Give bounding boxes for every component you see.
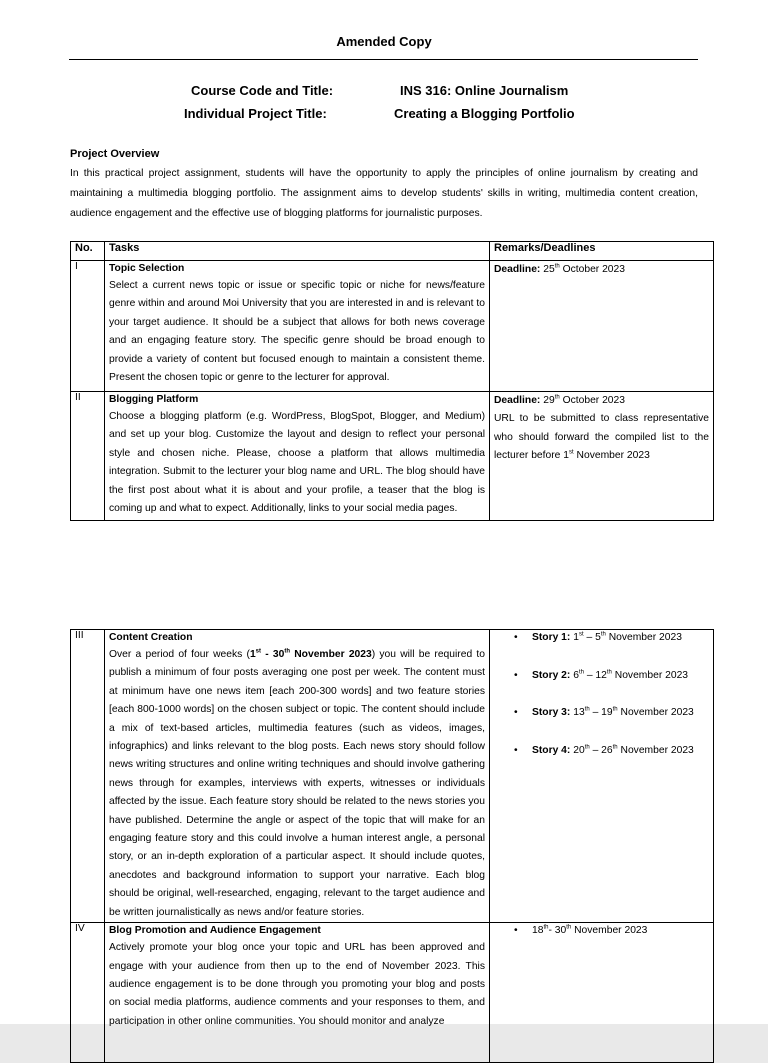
deadline-suffix: th [554, 263, 560, 270]
deadline-day: 29 [543, 395, 555, 406]
list-item: • Story 4: 20th – 26th November 2023 [532, 732, 709, 770]
overview-heading: Project Overview [70, 148, 160, 160]
task-description: Actively promote your blog once your topic and URL has been approved and engage with your audience from then up to the end of November 2023. This audience engagement is to be done through you promoting your blog and posts on social media platforms, audience comments and your responses to them, and participation in other online communities. You should monitor and analyze [109, 942, 485, 1027]
table-row [71, 630, 714, 923]
task-cell [105, 630, 490, 923]
row-number: I [71, 261, 105, 392]
list-item: • Story 3: 13th – 19th November 2023 [532, 694, 709, 732]
story-schedule-list [494, 619, 709, 769]
course-code-value: INS 316: Online Journalism [400, 83, 569, 98]
tasks-table-page2 [70, 629, 714, 1063]
remarks-cell [490, 392, 714, 521]
list-item: • Story 2: 6th – 12th November 2023 [532, 657, 709, 695]
remarks-cell [490, 630, 714, 923]
deadline-label: Deadline: [494, 264, 541, 275]
list-item: • 18th- 30th November 2023 [532, 923, 709, 939]
task-title: Blog Promotion and Audience Engagement [109, 925, 321, 937]
task-title: Content Creation [109, 632, 193, 643]
table-row [71, 261, 714, 392]
task-title: Topic Selection [109, 263, 185, 274]
promotion-schedule-list [494, 923, 709, 939]
task-description: Select a current news topic or issue or specific topic or niche for news/feature genre within and around Moi University that you are interested in and is relevant to your target audience. It should be a subject that allows for both news coverage and an engaging feature story. The specific genre should be broad enough to provide a variety of content but focused enough to maintain a consistent theme. Present the chosen topic or genre to the lecturer for approval. [109, 280, 485, 384]
task-cell [105, 261, 490, 392]
document-heading: Amended Copy [336, 34, 432, 49]
heading-divider [69, 59, 698, 60]
deadline-month: October 2023 [562, 395, 625, 406]
deadline-label: Deadline: [494, 395, 541, 406]
project-title-label: Individual Project Title: [184, 106, 327, 121]
project-title-value: Creating a Blogging Portfolio [394, 106, 575, 121]
submission-note-suffix: st [568, 449, 574, 456]
task-title: Blogging Platform [109, 394, 199, 405]
table-row [71, 392, 714, 521]
task-cell [105, 392, 490, 521]
task-cell [105, 923, 490, 1063]
deadline-day: 25 [543, 264, 555, 275]
deadline-suffix: th [554, 394, 560, 401]
overview-text: In this practical project assignment, students will have the opportunity to apply the principles of online journalism by creating and maintaining a multimedia blogging portfolio. The assignment aims to develop students' skills in writing, multimedia content creation, audience engagement and the effective use of blogging platforms for journalistic purposes. [70, 168, 698, 219]
submission-note: URL to be submitted to class representative who should forward the compiled list to the lecturer before 1 [494, 413, 709, 462]
header-no: No. [71, 242, 105, 261]
table-header-row [71, 242, 714, 261]
course-code-label: Course Code and Title: [191, 83, 334, 98]
table-row [71, 923, 714, 1063]
row-number: III [71, 630, 105, 923]
remarks-cell [490, 261, 714, 392]
header-tasks: Tasks [105, 242, 490, 261]
task-description: Over a period of four weeks (1st - 30th November 2023) you will be required to publish a minimum of four posts averaging one post per week. The content must at minimum have one news item [each 200-300 words] and two feature stories [each 800-1000 words] on the chosen subject or topic. The content should include a mix of text-based articles, multimedia features (such as videos, images, infographics) and links relevant to the blog posts. Each news story should follow news writing structures and online writing techniques and should involve gathering news through for examples, interviews with experts, witnesses or individuals affected by the issue. Each feature story should be related to the news stories you have published. Determine the angle or aspect of the topic that will make for an engaging feature story and this could involve a human interest angle, a personal story, or an in-depth exploration of a particular aspect. It should include quotes, anecdotes and background information to support your narrative. Each blog should be original, well-researched, engaging, relevant to the target audience and be written journalistically as news and/or feature stories. [109, 648, 485, 918]
task-description: Choose a blogging platform (e.g. WordPress, BlogSpot, Blogger, and Medium) and set up your blog. Customize the layout and design to reflect your personal style and chosen niche. Please, choose a platform that allows multimedia integration. Submit to the lecturer your blog name and URL. The blog should have the first post about what it is about and your profile, a teaser that the blog is coming up and what to expect. Additionally, links to your social media pages. [109, 411, 485, 515]
header-remarks: Remarks/Deadlines [490, 242, 714, 261]
submission-note-month: November 2023 [576, 450, 650, 462]
list-item: • Story 1: 1st – 5th November 2023 [532, 619, 709, 657]
row-number: II [71, 392, 105, 521]
remarks-cell [490, 923, 714, 1063]
tasks-table-page1 [70, 241, 714, 521]
deadline-month: October 2023 [562, 264, 625, 275]
row-number: IV [71, 923, 105, 1063]
